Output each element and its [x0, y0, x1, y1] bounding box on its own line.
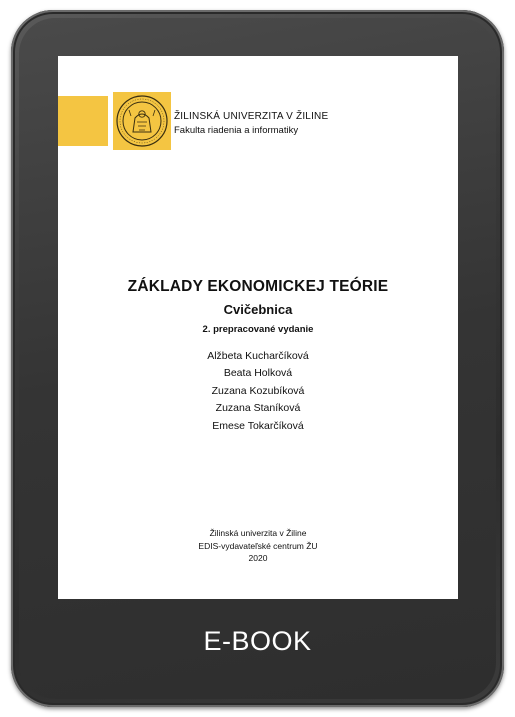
- edition-label: 2. prepracované vydanie: [202, 324, 314, 335]
- author-name: Zuzana Staníková: [215, 402, 301, 415]
- book-subtitle: Cvičebnica: [223, 302, 293, 317]
- ebook-label: E-BOOK: [203, 626, 312, 656]
- publisher-block: [58, 527, 458, 565]
- author-list: [58, 348, 458, 435]
- university-name: ŽILINSKÁ UNIVERZITA V ŽILINE: [174, 111, 329, 122]
- faculty-name: Fakulta riadenia a informatiky: [174, 125, 299, 136]
- book-cover-screen: [58, 56, 458, 599]
- publisher-university: Žilinská univerzita v Žiline: [209, 528, 307, 538]
- book-title: ZÁKLADY EKONOMICKEJ TEÓRIE: [127, 278, 389, 295]
- author-name: Emese Tokarčíková: [212, 419, 304, 432]
- author-name: Alžbeta Kucharčíková: [207, 350, 309, 362]
- author-name: Beata Holková: [223, 367, 293, 380]
- publisher-centre: EDIS-vydavateľské centrum ŽU: [198, 540, 318, 551]
- brand-color-block: [58, 96, 108, 146]
- university-seal-icon: [113, 92, 171, 150]
- author-name: Zuzana Kozubíková: [211, 384, 305, 397]
- publication-year: 2020: [248, 553, 268, 563]
